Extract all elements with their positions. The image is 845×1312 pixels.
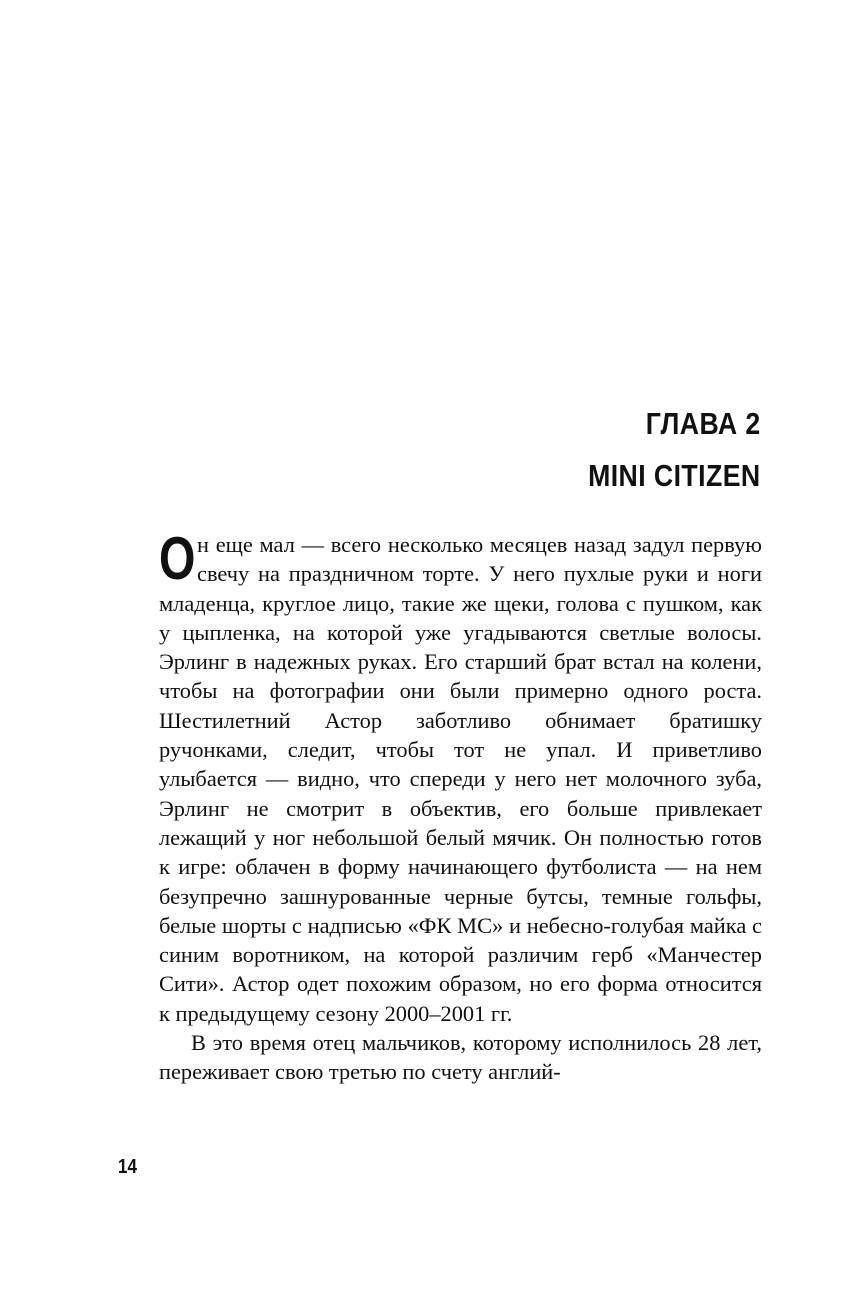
chapter-body: [159, 525, 762, 1087]
paragraph-2: В это время отец мальчиков, которому исполнилось 28 лет, переживает свою третью по счету англий-: [159, 1030, 762, 1085]
page-number: 14: [118, 1156, 137, 1178]
chapter-title: MINI CITIZEN: [588, 458, 761, 493]
paragraph-1-text: н еще мал — всего несколько месяцев назад задул первую свечу на праздничном торте. У него пухлые руки и ноги младенца, круглое лицо, такие же щеки, голова с пушком, как у цыпленка, на которой уже угадываются светлые волосы. Эрлинг в надежных руках. Его старший брат встал на колени, чтобы на фотографии они были примерно одного роста. Шестилетний Астор заботливо обнимает братишку ручонками, следит, чтобы тот не упал. И приветливо улыбается — видно, что спереди у него нет молочного зуба, Эрлинг не смотрит в объектив, его больше привлекает лежащий у ног небольшой белый мячик. Он полностью готов к игре: облачен в форму начинающего футболиста — на нем безупречно зашнурованные черные бутсы, темные гольфы, белые шорты с надписью «ФК МС» и небесно-голубая майка с синим воротником, на которой различим герб «Манчестер Сити». Астор одет похожим образом, но его форма относится к предыдущему сезону 2000–2001 гг.: [159, 532, 762, 1026]
paragraph-1: [159, 525, 762, 1028]
drop-cap: О: [159, 525, 196, 592]
chapter-heading: [588, 398, 761, 502]
chapter-label: ГЛАВА 2: [646, 406, 761, 441]
